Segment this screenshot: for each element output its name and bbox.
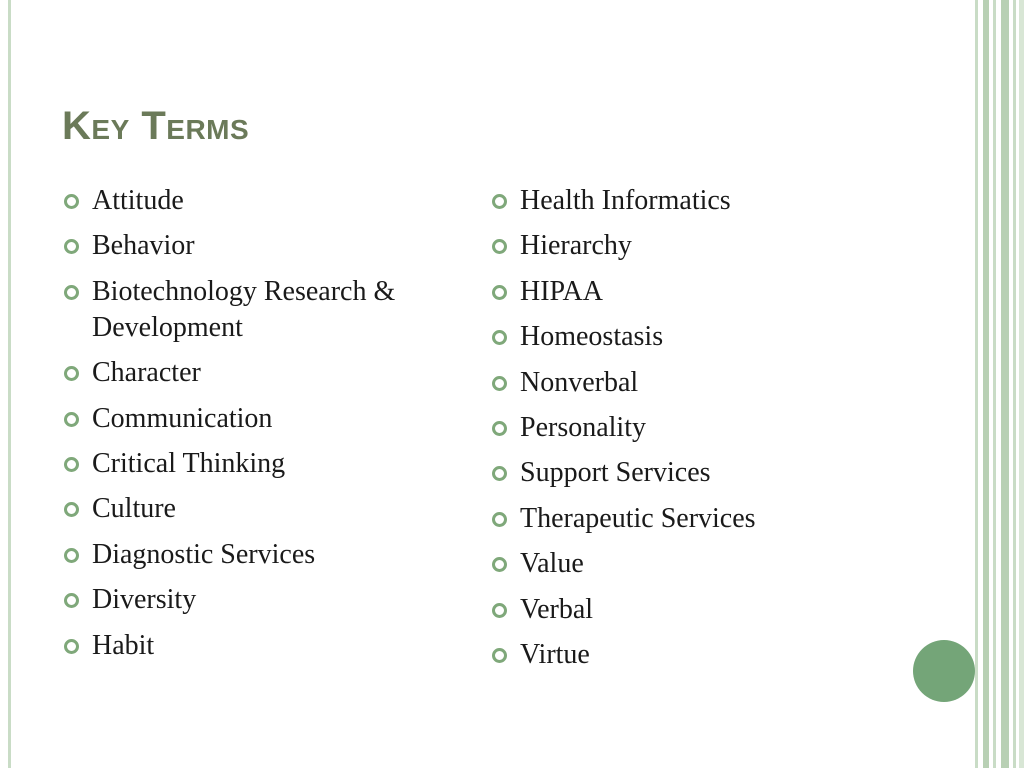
list-item-text: Verbal	[520, 593, 594, 625]
list-item-text: Critical Thinking	[92, 447, 286, 479]
list-item	[490, 501, 910, 537]
list-item	[490, 637, 910, 673]
list-item	[62, 401, 462, 437]
list-item-text: Support Services	[520, 457, 711, 489]
list-item	[62, 628, 462, 664]
list-item-text: Diversity	[92, 584, 197, 616]
list-item-text: Attitude	[92, 185, 184, 216]
ring-bullet-icon	[64, 285, 79, 300]
green-circle-decoration	[913, 640, 975, 702]
list-item-text: Communication	[92, 402, 273, 434]
list-item-text: Value	[520, 548, 584, 580]
ring-bullet-icon	[64, 593, 79, 608]
right-border-stripe	[993, 0, 996, 768]
slide-title: Key Terms	[62, 104, 250, 148]
list-item-text: Culture	[92, 493, 176, 525]
right-border-stripe	[1019, 0, 1024, 768]
ring-bullet-icon	[492, 376, 507, 391]
list-item-text: Personality	[520, 411, 646, 443]
list-item	[62, 491, 462, 527]
list-item-text: Behavior	[92, 230, 195, 262]
list-item	[490, 410, 910, 446]
list-item-text: Nonverbal	[520, 366, 639, 398]
ring-bullet-icon	[492, 512, 507, 527]
ring-bullet-icon	[64, 502, 79, 517]
list-item	[62, 446, 462, 482]
right-border-stripe	[975, 0, 978, 768]
list-item	[62, 228, 462, 264]
ring-bullet-icon	[492, 330, 507, 345]
list-item-text: Homeostasis	[520, 321, 664, 353]
ring-bullet-icon	[492, 239, 507, 254]
right-border-stripe	[1001, 0, 1009, 768]
ring-bullet-icon	[492, 421, 507, 436]
list-item-text: Therapeutic Services	[520, 502, 756, 534]
ring-bullet-icon	[492, 466, 507, 481]
list-item	[490, 365, 910, 401]
ring-bullet-icon	[64, 548, 79, 563]
list-item-text: Health Informatics	[520, 185, 731, 216]
right-border-stripe	[983, 0, 989, 768]
list-item-text: Hierarchy	[520, 230, 632, 262]
list-item-text: Character	[92, 357, 201, 389]
key-terms-left-list	[62, 183, 462, 673]
list-item	[62, 537, 462, 573]
list-item	[490, 183, 910, 219]
ring-bullet-icon	[64, 457, 79, 472]
list-item	[62, 183, 462, 219]
list-item-text: Diagnostic Services	[92, 538, 316, 570]
ring-bullet-icon	[64, 366, 79, 381]
key-terms-right-list	[490, 183, 910, 682]
list-item-text: Biotechnology Research & Development	[92, 275, 396, 343]
ring-bullet-icon	[64, 639, 79, 654]
list-item	[62, 355, 462, 391]
ring-bullet-icon	[492, 285, 507, 300]
list-item	[490, 319, 910, 355]
ring-bullet-icon	[64, 412, 79, 427]
list-item	[490, 592, 910, 628]
ring-bullet-icon	[492, 603, 507, 618]
list-item	[62, 582, 462, 618]
ring-bullet-icon	[64, 239, 79, 254]
list-item-text: Habit	[92, 629, 155, 661]
list-item	[490, 455, 910, 491]
ring-bullet-icon	[492, 557, 507, 572]
list-item	[62, 274, 462, 346]
ring-bullet-icon	[492, 194, 507, 209]
list-item	[490, 546, 910, 582]
ring-bullet-icon	[64, 194, 79, 209]
ring-bullet-icon	[492, 648, 507, 663]
list-item	[490, 228, 910, 264]
right-border-stripe	[1013, 0, 1016, 768]
list-item	[490, 274, 910, 310]
list-item-text: HIPAA	[520, 275, 603, 307]
left-border-line	[8, 0, 11, 768]
list-item-text: Virtue	[520, 638, 590, 670]
